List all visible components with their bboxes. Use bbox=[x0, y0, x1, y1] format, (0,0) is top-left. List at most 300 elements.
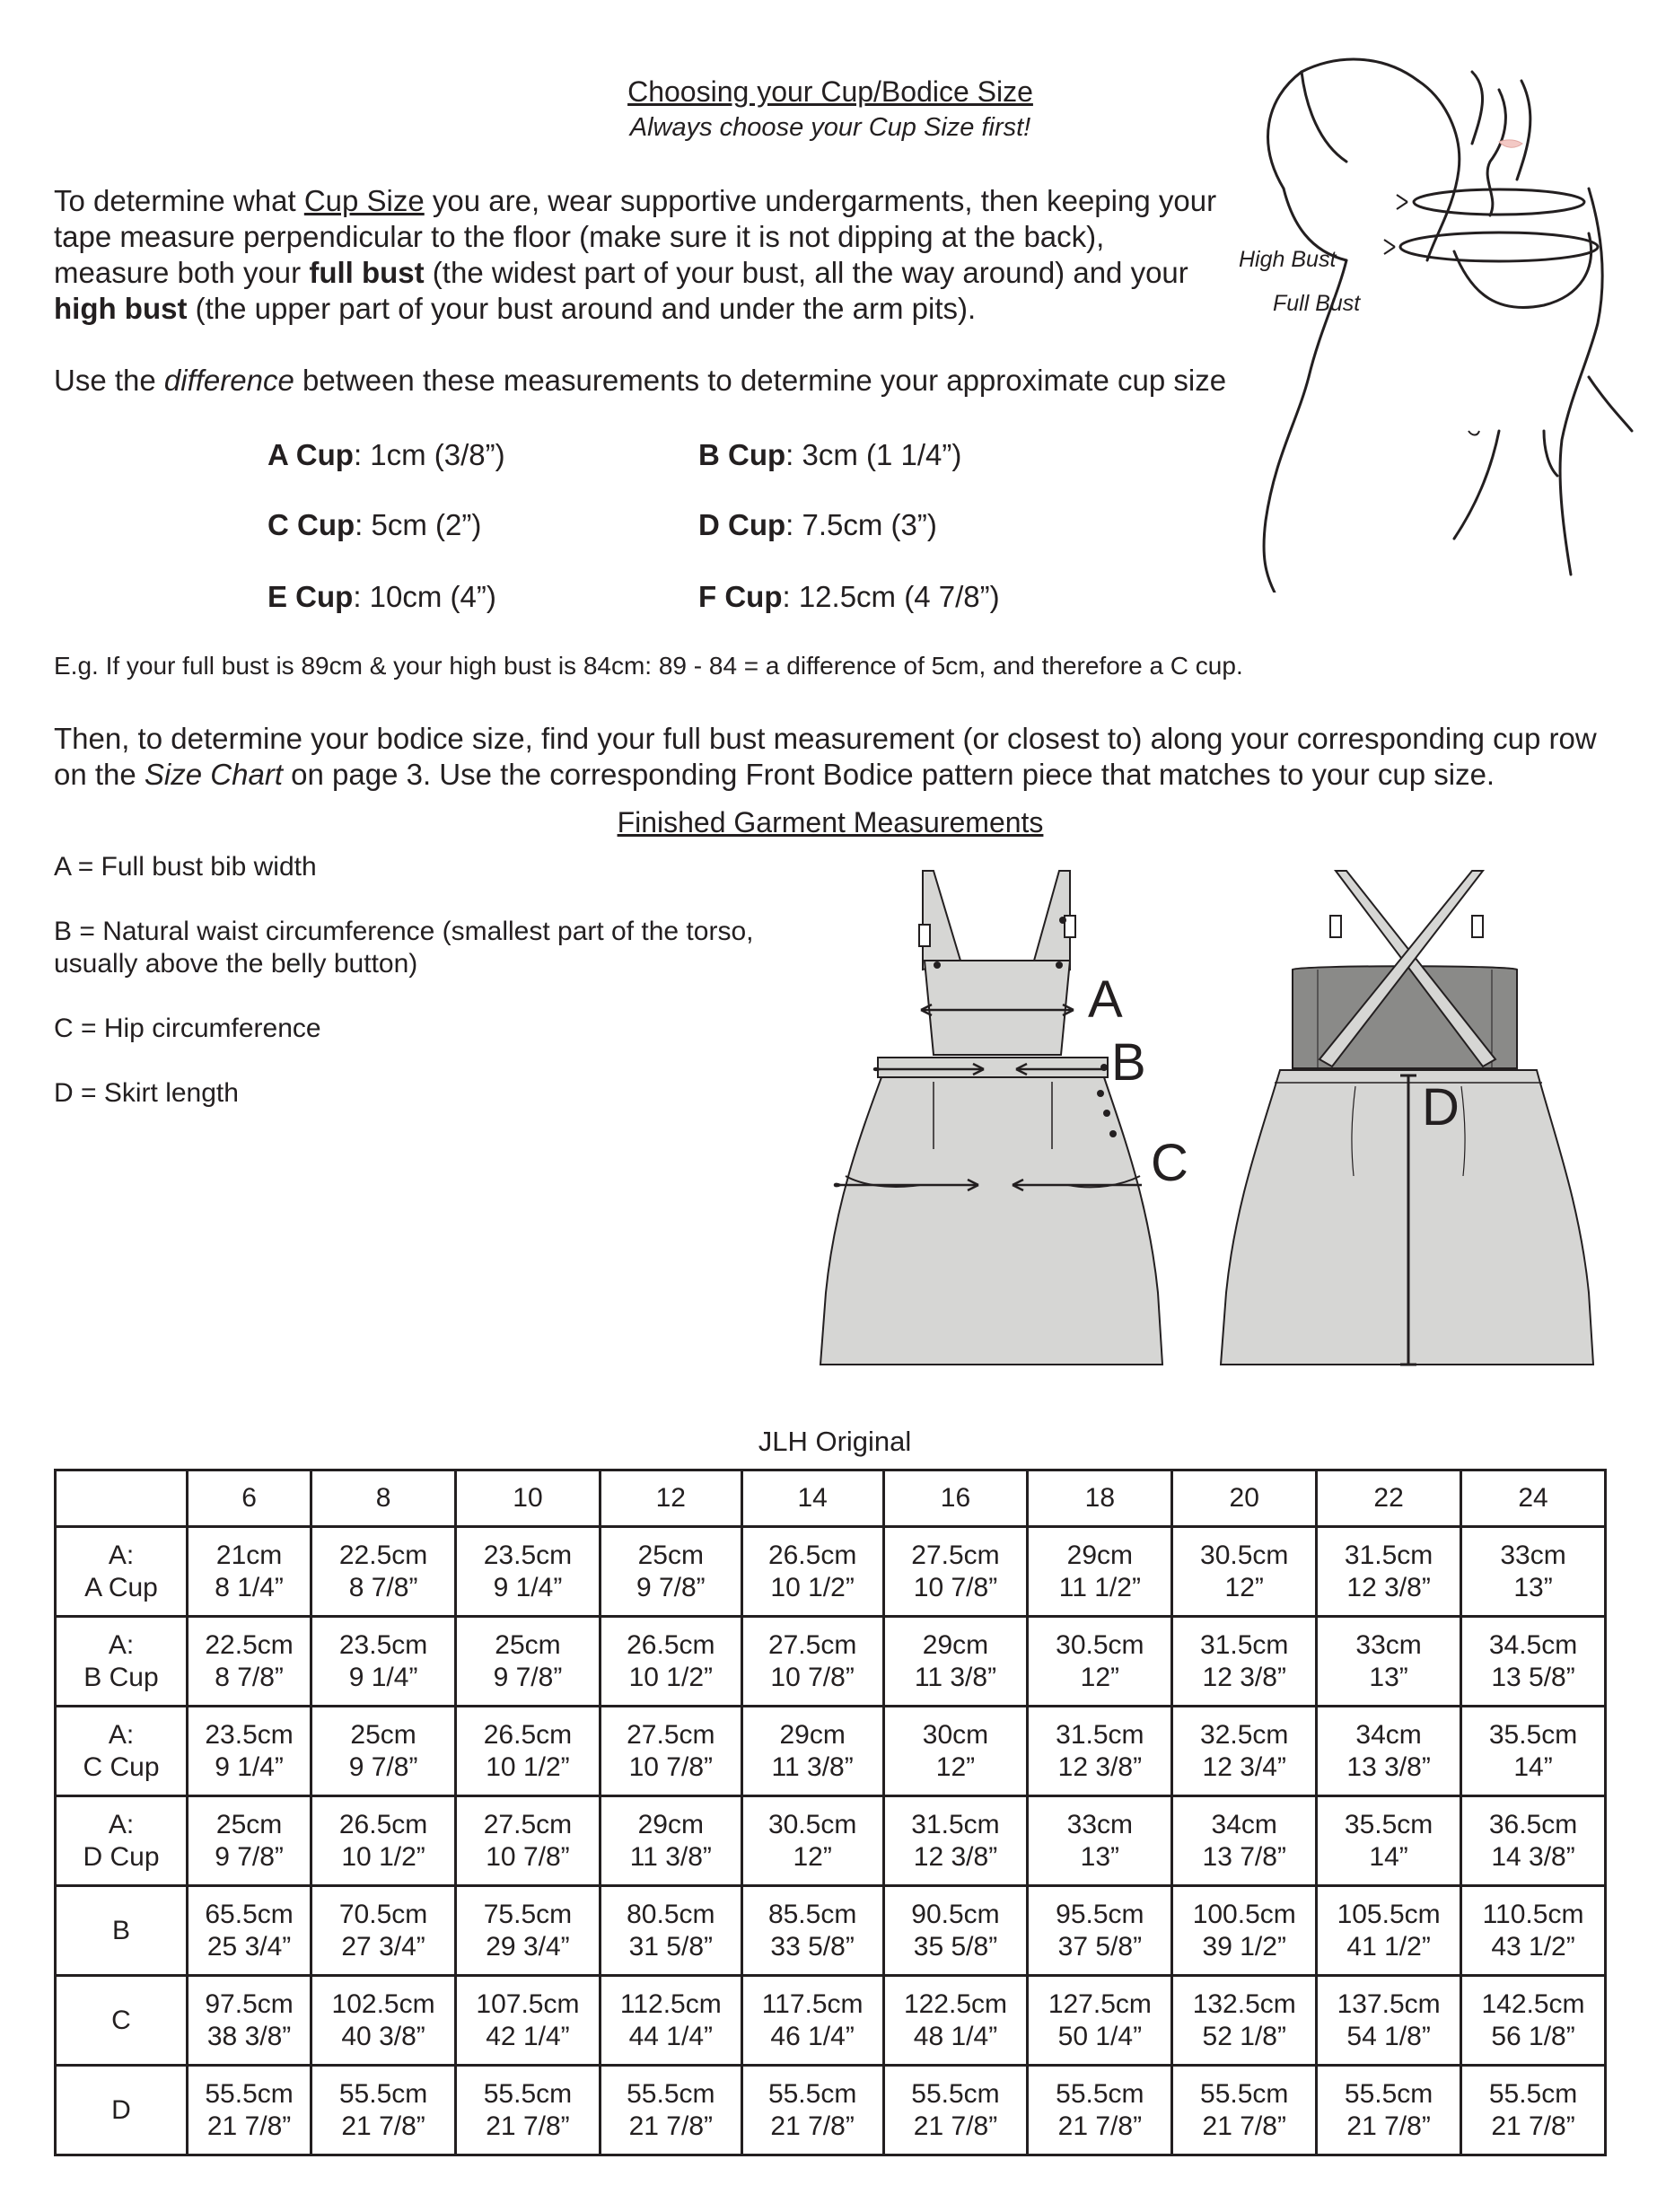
measurement-cell bbox=[883, 1886, 1028, 1976]
row-label-cell bbox=[56, 1886, 188, 1976]
cup-value: : 3cm (1 1/4”) bbox=[785, 438, 962, 471]
definition-b-line1: B = Natural waist circumference (smallest part of the torso, bbox=[54, 917, 754, 946]
table-header-row bbox=[56, 1470, 1606, 1527]
table-corner-cell bbox=[56, 1470, 188, 1527]
metric-value: 117.5cm bbox=[761, 1988, 864, 2019]
imperial-value: 11 1/2” bbox=[1058, 1572, 1141, 1602]
cup-value: : 10cm (4”) bbox=[353, 580, 496, 613]
then-text: on the bbox=[54, 758, 145, 791]
imperial-value: 42 1/4” bbox=[486, 2021, 570, 2051]
metric-value: 85.5cm bbox=[767, 1899, 857, 1929]
metric-value: 80.5cm bbox=[627, 1899, 715, 1929]
size-header-cell: 18 bbox=[1028, 1470, 1172, 1527]
imperial-value: 38 3/8” bbox=[206, 2021, 292, 2051]
measurement-cell bbox=[1317, 1707, 1461, 1796]
measurement-cell bbox=[741, 1976, 883, 2066]
row-label-cell bbox=[56, 2066, 188, 2155]
row-label-line1: B bbox=[111, 1915, 130, 1945]
body-figure-illustration bbox=[1203, 54, 1634, 592]
definition-a: A = Full bust bib width bbox=[54, 852, 317, 882]
imperial-value: 8 7/8” bbox=[215, 1662, 284, 1692]
imperial-value: 9 1/4” bbox=[348, 1662, 418, 1692]
cup-c bbox=[267, 508, 481, 542]
measurement-cell bbox=[600, 1707, 741, 1796]
intro-text: (the upper part of your bust around and under the arm pits). bbox=[187, 292, 977, 325]
metric-value: 90.5cm bbox=[911, 1899, 1000, 1929]
imperial-value: 12” bbox=[793, 1841, 832, 1872]
difference-paragraph bbox=[54, 363, 1248, 399]
metric-value: 26.5cm bbox=[627, 1629, 715, 1660]
measurement-cell bbox=[1028, 1527, 1172, 1617]
imperial-value: 14” bbox=[1513, 1751, 1553, 1782]
cup-value: : 7.5cm (3”) bbox=[785, 508, 937, 541]
high-bust-label: High Bust bbox=[1239, 247, 1337, 272]
metric-value: 32.5cm bbox=[1200, 1719, 1289, 1750]
measurement-cell bbox=[1028, 1976, 1172, 2066]
metric-value: 23.5cm bbox=[338, 1629, 428, 1660]
measurement-cell bbox=[741, 2066, 883, 2155]
imperial-value: 31 5/8” bbox=[628, 1931, 713, 1962]
imperial-value: 12” bbox=[1080, 1662, 1120, 1692]
metric-value: 29cm bbox=[779, 1719, 846, 1750]
metric-value: 102.5cm bbox=[331, 1988, 435, 2019]
imperial-value: 11 3/8” bbox=[771, 1751, 854, 1782]
metric-value: 127.5cm bbox=[1048, 1988, 1152, 2019]
measurement-cell bbox=[1172, 1886, 1317, 1976]
imperial-value: 13 5/8” bbox=[1491, 1662, 1575, 1692]
measurement-cell bbox=[188, 1796, 311, 1886]
measurement-cell bbox=[1172, 2066, 1317, 2155]
imperial-value: 13” bbox=[1369, 1662, 1408, 1692]
imperial-value: 39 1/2” bbox=[1202, 1931, 1286, 1962]
size-header-cell: 6 bbox=[188, 1470, 311, 1527]
measurement-cell bbox=[1317, 1976, 1461, 2066]
imperial-value: 50 1/4” bbox=[1057, 2021, 1143, 2051]
metric-value: 110.5cm bbox=[1482, 1899, 1584, 1929]
measurement-cell bbox=[456, 2066, 601, 2155]
cup-value: : 1cm (3/8”) bbox=[353, 438, 505, 471]
cup-e bbox=[267, 580, 496, 614]
metric-value: 35.5cm bbox=[1344, 1809, 1433, 1839]
imperial-value: 9 1/4” bbox=[215, 1751, 284, 1782]
cup-name: C Cup bbox=[267, 508, 355, 541]
measurement-cell bbox=[741, 1527, 883, 1617]
metric-value: 29cm bbox=[1066, 1540, 1134, 1570]
imperial-value: 9 7/8” bbox=[215, 1841, 284, 1872]
measurement-cell bbox=[1028, 1796, 1172, 1886]
measurement-cell bbox=[188, 1886, 311, 1976]
row-label-line1: A: bbox=[108, 1809, 135, 1839]
metric-value: 65.5cm bbox=[205, 1899, 294, 1929]
row-label-line2: A Cup bbox=[84, 1572, 158, 1602]
high-bust-term: high bust bbox=[54, 292, 188, 325]
metric-value: 97.5cm bbox=[205, 1988, 294, 2019]
imperial-value: 13” bbox=[1513, 1572, 1553, 1602]
row-label-line1: A: bbox=[108, 1629, 135, 1660]
cup-d bbox=[698, 508, 937, 542]
size-header-cell: 14 bbox=[741, 1470, 883, 1527]
metric-value: 29cm bbox=[637, 1809, 704, 1839]
metric-value: 23.5cm bbox=[205, 1719, 294, 1750]
size-header-cell: 22 bbox=[1317, 1470, 1461, 1527]
metric-value: 33cm bbox=[1066, 1809, 1134, 1839]
label-d: D bbox=[1422, 1078, 1460, 1137]
metric-value: 34cm bbox=[1211, 1809, 1277, 1839]
metric-value: 55.5cm bbox=[205, 2078, 294, 2109]
imperial-value: 10 1/2” bbox=[486, 1751, 570, 1782]
measurement-cell bbox=[1317, 1527, 1461, 1617]
table-row bbox=[56, 1976, 1606, 2066]
then-paragraph bbox=[54, 721, 1634, 793]
imperial-value: 44 1/4” bbox=[628, 2021, 713, 2051]
cup-size-term: Cup Size bbox=[303, 184, 425, 217]
imperial-value: 9 7/8” bbox=[636, 1572, 706, 1602]
cup-name: D Cup bbox=[698, 508, 786, 541]
row-label-line1: A: bbox=[108, 1719, 135, 1750]
metric-value: 112.5cm bbox=[619, 1988, 722, 2019]
measurement-cell bbox=[1317, 2066, 1461, 2155]
measurement-cell bbox=[311, 1886, 456, 1976]
metric-value: 33cm bbox=[1500, 1540, 1566, 1570]
row-label-cell bbox=[56, 1796, 188, 1886]
measurement-cell bbox=[311, 1527, 456, 1617]
metric-value: 55.5cm bbox=[1344, 2078, 1433, 2109]
imperial-value: 9 7/8” bbox=[493, 1662, 563, 1692]
imperial-value: 21 7/8” bbox=[1057, 2111, 1143, 2141]
metric-value: 34.5cm bbox=[1488, 1629, 1578, 1660]
metric-value: 35.5cm bbox=[1488, 1719, 1578, 1750]
page-subtitle: Always choose your Cup Size first! bbox=[629, 113, 1031, 142]
measurement-cell bbox=[883, 1707, 1028, 1796]
metric-value: 22.5cm bbox=[338, 1540, 428, 1570]
metric-value: 30.5cm bbox=[767, 1809, 857, 1839]
measurement-cell bbox=[741, 1707, 883, 1796]
difference-term: difference bbox=[163, 364, 294, 397]
example-text: E.g. If your full bust is 89cm & your high bust is 84cm: 89 - 84 = a difference of 5cm, and therefore a C cup. bbox=[54, 652, 1243, 680]
measurement-cell bbox=[456, 1976, 601, 2066]
full-bust-label: Full Bust bbox=[1273, 291, 1361, 316]
imperial-value: 9 7/8” bbox=[348, 1751, 418, 1782]
measurement-cell bbox=[1461, 1617, 1606, 1707]
imperial-value: 13” bbox=[1080, 1841, 1120, 1872]
imperial-value: 21 7/8” bbox=[770, 2111, 855, 2141]
size-table bbox=[54, 1469, 1607, 2156]
measurement-cell bbox=[883, 1617, 1028, 1707]
row-label-line1: D bbox=[111, 2094, 131, 2125]
imperial-value: 13 7/8” bbox=[1202, 1841, 1286, 1872]
label-a: A bbox=[1088, 970, 1123, 1029]
measurement-cell bbox=[188, 1617, 311, 1707]
metric-value: 26.5cm bbox=[338, 1809, 428, 1839]
imperial-value: 52 1/8” bbox=[1202, 2021, 1286, 2051]
metric-value: 70.5cm bbox=[338, 1899, 428, 1929]
imperial-value: 12 3/8” bbox=[1057, 1751, 1143, 1782]
measurement-cell bbox=[1317, 1796, 1461, 1886]
imperial-value: 12” bbox=[935, 1751, 976, 1782]
full-bust-term: full bust bbox=[309, 256, 425, 289]
metric-value: 29cm bbox=[922, 1629, 989, 1660]
size-header-cell: 12 bbox=[600, 1470, 741, 1527]
cup-f bbox=[698, 580, 1000, 614]
row-label-line2: B Cup bbox=[83, 1662, 159, 1692]
imperial-value: 37 5/8” bbox=[1057, 1931, 1143, 1962]
imperial-value: 21 7/8” bbox=[206, 2111, 292, 2141]
metric-value: 27.5cm bbox=[767, 1629, 857, 1660]
size-header-cell: 16 bbox=[883, 1470, 1028, 1527]
imperial-value: 21 7/8” bbox=[628, 2111, 713, 2141]
imperial-value: 46 1/4” bbox=[770, 2021, 855, 2051]
imperial-value: 29 3/4” bbox=[486, 1931, 570, 1962]
imperial-value: 10 7/8” bbox=[770, 1662, 855, 1692]
imperial-value: 21 7/8” bbox=[341, 2111, 425, 2141]
row-label-cell bbox=[56, 1976, 188, 2066]
imperial-value: 27 3/4” bbox=[341, 1931, 425, 1962]
size-header-cell: 10 bbox=[456, 1470, 601, 1527]
table-row bbox=[56, 1617, 1606, 1707]
measurement-cell bbox=[188, 1527, 311, 1617]
cup-name: A Cup bbox=[267, 438, 354, 471]
metric-value: 31.5cm bbox=[1056, 1719, 1144, 1750]
intro-text: To determine what bbox=[54, 184, 304, 217]
table-row bbox=[56, 2066, 1606, 2155]
cup-value: : 5cm (2”) bbox=[355, 508, 482, 541]
imperial-value: 12 3/4” bbox=[1202, 1751, 1286, 1782]
then-text: Then, to determine your bodice size, find your full bust measurement (or closest to) along your corresponding cup row bbox=[54, 722, 1597, 755]
metric-value: 25cm bbox=[350, 1719, 416, 1750]
imperial-value: 14 3/8” bbox=[1491, 1841, 1575, 1872]
measurement-cell bbox=[600, 1976, 741, 2066]
intro-text: (the widest part of your bust, all the way around) and your bbox=[424, 256, 1188, 289]
intro-text: measure both your bbox=[54, 256, 310, 289]
front-pinafore-illustration bbox=[808, 862, 1203, 1400]
measurement-cell bbox=[1172, 1796, 1317, 1886]
cup-b bbox=[698, 438, 961, 472]
definition-c: C = Hip circumference bbox=[54, 1014, 321, 1043]
imperial-value: 54 1/8” bbox=[1346, 2021, 1431, 2051]
imperial-value: 9 1/4” bbox=[493, 1572, 563, 1602]
size-header-cell: 8 bbox=[311, 1470, 456, 1527]
imperial-value: 14” bbox=[1369, 1841, 1408, 1872]
measurement-cell bbox=[1461, 2066, 1606, 2155]
measurement-cell bbox=[1317, 1617, 1461, 1707]
measurement-cell bbox=[600, 1617, 741, 1707]
measurement-cell bbox=[1461, 1886, 1606, 1976]
row-label-line2: C Cup bbox=[83, 1751, 160, 1782]
imperial-value: 12 3/8” bbox=[913, 1841, 998, 1872]
imperial-value: 11 3/8” bbox=[629, 1841, 712, 1872]
measurement-cell bbox=[1028, 1617, 1172, 1707]
definition-b-line2: usually above the belly button) bbox=[54, 949, 418, 979]
finished-title: Finished Garment Measurements bbox=[617, 806, 1044, 838]
row-label-line2: D Cup bbox=[83, 1841, 160, 1872]
measurement-cell bbox=[456, 1617, 601, 1707]
imperial-value: 56 1/8” bbox=[1491, 2021, 1575, 2051]
metric-value: 55.5cm bbox=[1056, 2078, 1144, 2109]
imperial-value: 21 7/8” bbox=[913, 2111, 998, 2141]
metric-value: 105.5cm bbox=[1337, 1899, 1441, 1929]
metric-value: 31.5cm bbox=[1344, 1540, 1433, 1570]
imperial-value: 41 1/2” bbox=[1346, 1931, 1431, 1962]
measurement-cell bbox=[311, 1707, 456, 1796]
metric-value: 55.5cm bbox=[483, 2078, 573, 2109]
row-label-cell bbox=[56, 1707, 188, 1796]
measurement-cell bbox=[456, 1796, 601, 1886]
measurement-cell bbox=[311, 1796, 456, 1886]
imperial-value: 43 1/2” bbox=[1491, 1931, 1575, 1962]
measurement-cell bbox=[600, 1886, 741, 1976]
metric-value: 75.5cm bbox=[483, 1899, 573, 1929]
measurement-cell bbox=[1317, 1886, 1461, 1976]
measurement-cell bbox=[883, 1796, 1028, 1886]
measurement-cell bbox=[1172, 1617, 1317, 1707]
measurement-cell bbox=[600, 1796, 741, 1886]
label-c: C bbox=[1151, 1134, 1188, 1192]
imperial-value: 12 3/8” bbox=[1346, 1572, 1431, 1602]
metric-value: 142.5cm bbox=[1481, 1988, 1585, 2019]
measurement-cell bbox=[741, 1886, 883, 1976]
cup-a bbox=[267, 438, 505, 472]
metric-value: 137.5cm bbox=[1337, 1988, 1441, 2019]
measurement-cell bbox=[741, 1796, 883, 1886]
measurement-cell bbox=[1172, 1527, 1317, 1617]
imperial-value: 10 7/8” bbox=[913, 1572, 998, 1602]
label-b: B bbox=[1111, 1033, 1146, 1092]
metric-value: 23.5cm bbox=[483, 1540, 573, 1570]
measurement-cell bbox=[188, 2066, 311, 2155]
metric-value: 34cm bbox=[1355, 1719, 1422, 1750]
imperial-value: 10 1/2” bbox=[628, 1662, 713, 1692]
measurement-cell bbox=[741, 1617, 883, 1707]
intro-paragraph bbox=[54, 183, 1248, 327]
metric-value: 31.5cm bbox=[911, 1809, 1000, 1839]
imperial-value: 48 1/4” bbox=[913, 2021, 998, 2051]
cup-name: F Cup bbox=[698, 580, 783, 613]
imperial-value: 12 3/8” bbox=[1202, 1662, 1286, 1692]
definition-d: D = Skirt length bbox=[54, 1078, 239, 1108]
cup-name: B Cup bbox=[698, 438, 786, 471]
measurement-cell bbox=[883, 1976, 1028, 2066]
imperial-value: 40 3/8” bbox=[341, 2021, 425, 2051]
measurement-cell bbox=[456, 1886, 601, 1976]
size-header-cell: 24 bbox=[1461, 1470, 1606, 1527]
metric-value: 55.5cm bbox=[1488, 2078, 1578, 2109]
measurement-cell bbox=[188, 1707, 311, 1796]
measurement-cell bbox=[1461, 1976, 1606, 2066]
metric-value: 25cm bbox=[215, 1809, 283, 1839]
table-row bbox=[56, 1796, 1606, 1886]
measurement-cell bbox=[1028, 2066, 1172, 2155]
measurement-cell bbox=[188, 1976, 311, 2066]
imperial-value: 10 1/2” bbox=[341, 1841, 425, 1872]
row-label-line1: A: bbox=[108, 1540, 135, 1570]
then-text: on page 3. Use the corresponding Front Bodice pattern piece that matches to your cup size. bbox=[282, 758, 1495, 791]
measurement-cell bbox=[1461, 1707, 1606, 1796]
metric-value: 100.5cm bbox=[1192, 1899, 1296, 1929]
imperial-value: 21 7/8” bbox=[1346, 2111, 1431, 2141]
metric-value: 27.5cm bbox=[911, 1540, 1000, 1570]
metric-value: 25cm bbox=[495, 1629, 561, 1660]
imperial-value: 10 1/2” bbox=[770, 1572, 855, 1602]
imperial-value: 13 3/8” bbox=[1346, 1751, 1431, 1782]
metric-value: 30cm bbox=[922, 1719, 989, 1750]
metric-value: 55.5cm bbox=[911, 2078, 1000, 2109]
imperial-value: 8 7/8” bbox=[348, 1572, 418, 1602]
imperial-value: 35 5/8” bbox=[913, 1931, 998, 1962]
row-label-cell bbox=[56, 1617, 188, 1707]
imperial-value: 33 5/8” bbox=[770, 1931, 855, 1962]
measurement-cell bbox=[311, 1617, 456, 1707]
metric-value: 95.5cm bbox=[1056, 1899, 1144, 1929]
table-caption: JLH Original bbox=[758, 1426, 912, 1457]
row-label-cell bbox=[56, 1527, 188, 1617]
imperial-value: 25 3/4” bbox=[206, 1931, 292, 1962]
measurement-cell bbox=[456, 1707, 601, 1796]
metric-value: 33cm bbox=[1355, 1629, 1422, 1660]
metric-value: 55.5cm bbox=[1200, 2078, 1289, 2109]
measurement-cell bbox=[456, 1527, 601, 1617]
back-pinafore-illustration bbox=[1212, 862, 1616, 1400]
table-row bbox=[56, 1527, 1606, 1617]
measurement-cell bbox=[311, 1976, 456, 2066]
measurement-cell bbox=[311, 2066, 456, 2155]
metric-value: 132.5cm bbox=[1192, 1988, 1296, 2019]
metric-value: 107.5cm bbox=[476, 1988, 580, 2019]
cup-name: E Cup bbox=[267, 580, 354, 613]
metric-value: 55.5cm bbox=[627, 2078, 715, 2109]
measurement-cell bbox=[883, 1527, 1028, 1617]
measurement-cell bbox=[1172, 1976, 1317, 2066]
intro-text: Use the bbox=[54, 364, 164, 397]
metric-value: 25cm bbox=[637, 1540, 704, 1570]
intro-text: tape measure perpendicular to the floor (make sure it is not dipping at the back), bbox=[54, 220, 1105, 253]
imperial-value: 10 7/8” bbox=[486, 1841, 570, 1872]
imperial-value: 12” bbox=[1224, 1572, 1264, 1602]
metric-value: 21cm bbox=[215, 1540, 283, 1570]
metric-value: 26.5cm bbox=[483, 1719, 573, 1750]
imperial-value: 8 1/4” bbox=[215, 1572, 284, 1602]
measurement-cell bbox=[600, 1527, 741, 1617]
metric-value: 122.5cm bbox=[903, 1988, 1008, 2019]
size-chart-term: Size Chart bbox=[144, 758, 283, 791]
metric-value: 31.5cm bbox=[1200, 1629, 1289, 1660]
imperial-value: 21 7/8” bbox=[486, 2111, 570, 2141]
row-label-line1: C bbox=[111, 2005, 131, 2035]
cup-value: : 12.5cm (4 7/8”) bbox=[782, 580, 1000, 613]
metric-value: 30.5cm bbox=[1056, 1629, 1144, 1660]
measurement-cell bbox=[1172, 1707, 1317, 1796]
metric-value: 55.5cm bbox=[767, 2078, 857, 2109]
measurement-cell bbox=[1028, 1707, 1172, 1796]
measurement-cell bbox=[1028, 1886, 1172, 1976]
measurement-cell bbox=[883, 2066, 1028, 2155]
page-title: Choosing your Cup/Bodice Size bbox=[627, 75, 1033, 108]
size-header-cell: 20 bbox=[1172, 1470, 1317, 1527]
measurement-cell bbox=[1461, 1796, 1606, 1886]
imperial-value: 11 3/8” bbox=[914, 1662, 997, 1692]
table-row bbox=[56, 1886, 1606, 1976]
metric-value: 36.5cm bbox=[1488, 1809, 1578, 1839]
measurement-cell bbox=[1461, 1527, 1606, 1617]
metric-value: 22.5cm bbox=[205, 1629, 294, 1660]
intro-text: you are, wear supportive undergarments, then keeping your bbox=[424, 184, 1217, 217]
metric-value: 30.5cm bbox=[1200, 1540, 1289, 1570]
metric-value: 26.5cm bbox=[767, 1540, 857, 1570]
measurement-cell bbox=[600, 2066, 741, 2155]
imperial-value: 21 7/8” bbox=[1202, 2111, 1286, 2141]
imperial-value: 21 7/8” bbox=[1491, 2111, 1575, 2141]
metric-value: 55.5cm bbox=[338, 2078, 428, 2109]
intro-text: between these measurements to determine your approximate cup size bbox=[294, 364, 1227, 397]
